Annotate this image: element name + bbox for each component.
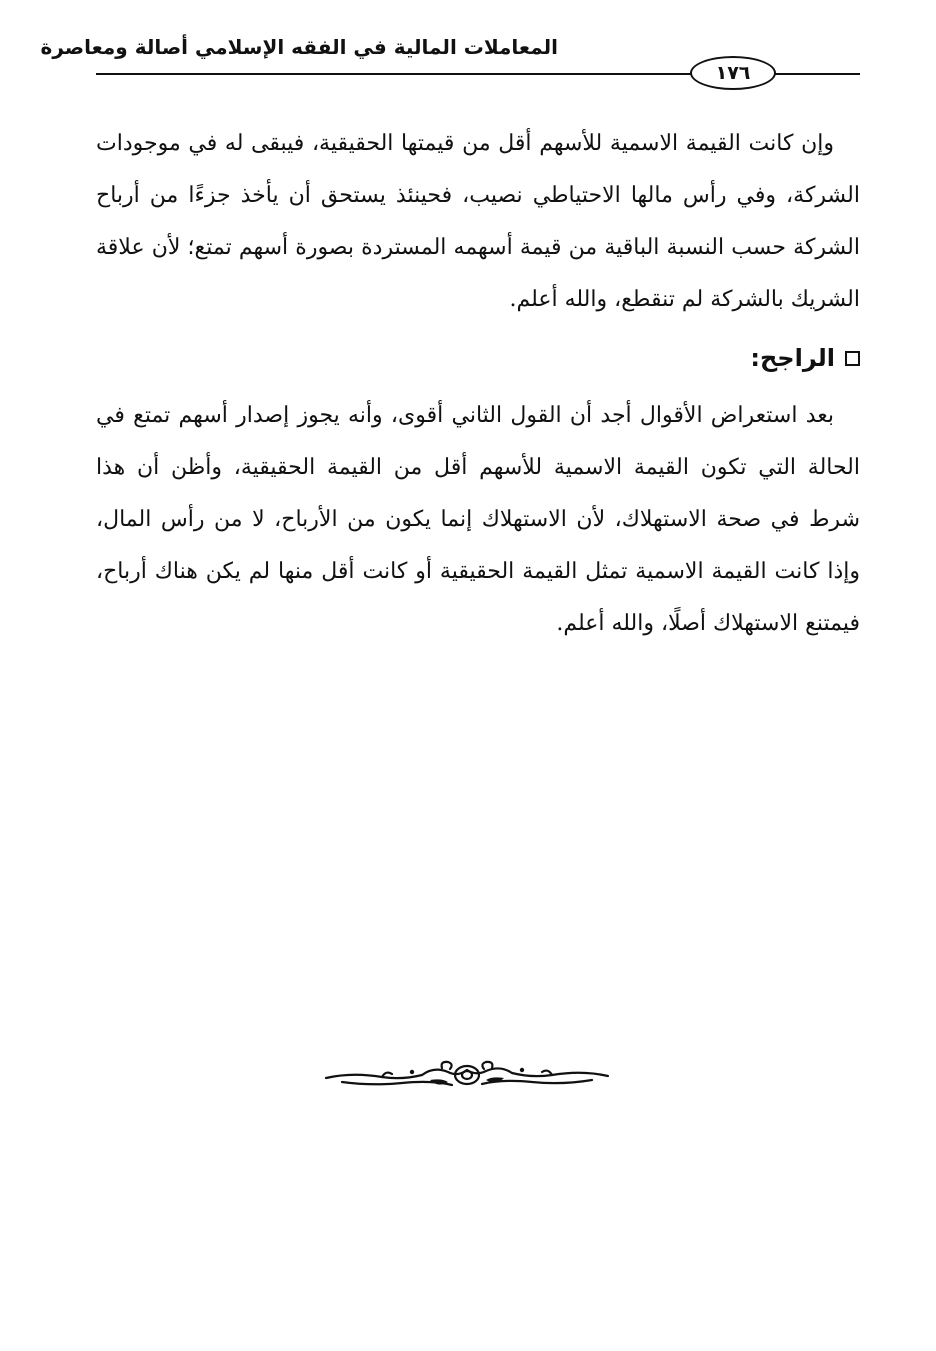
arabesque-divider-icon xyxy=(322,1058,612,1092)
paragraph-2: بعد استعراض الأقوال أجد أن القول الثاني أقوى، وأنه يجوز إصدار أسهم تمتع في الحالة التي تكون القيمة الاسمية للأسهم أقل من القيمة الحقيقية، وأظن أن هذا شرط في صحة الاستهلاك، لأن الاستهلاك إنما يكون من الأرباح، لا من رأس المال، وإذا كانت القيمة الاسمية تمثل القيمة الحقيقية أو كانت أقل منها لم يكن هناك أرباح، فيمتنع الاستهلاك أصلًا، والله أعلم. xyxy=(96,403,860,636)
section-heading-text: الراجح: xyxy=(750,344,835,372)
paragraph-1: وإن كانت القيمة الاسمية للأسهم أقل من قيمتها الحقيقية، فيبقى له في موجودات الشركة، وفي رأس مالها الاحتياطي نصيب، فحينئذ يستحق أن يأخذ جزءًا من أرباح الشركة حسب النسبة الباقية من قيمة أسهمه المستردة بصورة أسهم تمتع؛ لأن علاقة الشريك بالشركة لم تنقطع، والله أعلم. xyxy=(96,131,860,312)
section-heading xyxy=(96,326,860,390)
header-rule-right xyxy=(774,73,860,75)
square-outline-icon xyxy=(845,351,860,366)
page-number-badge: ١٧٦ xyxy=(690,56,776,90)
page-body xyxy=(96,118,860,650)
running-header-title: المعاملات المالية في الفقه الإسلامي أصالة ومعاصرة xyxy=(40,35,558,59)
header-rule xyxy=(96,73,692,75)
